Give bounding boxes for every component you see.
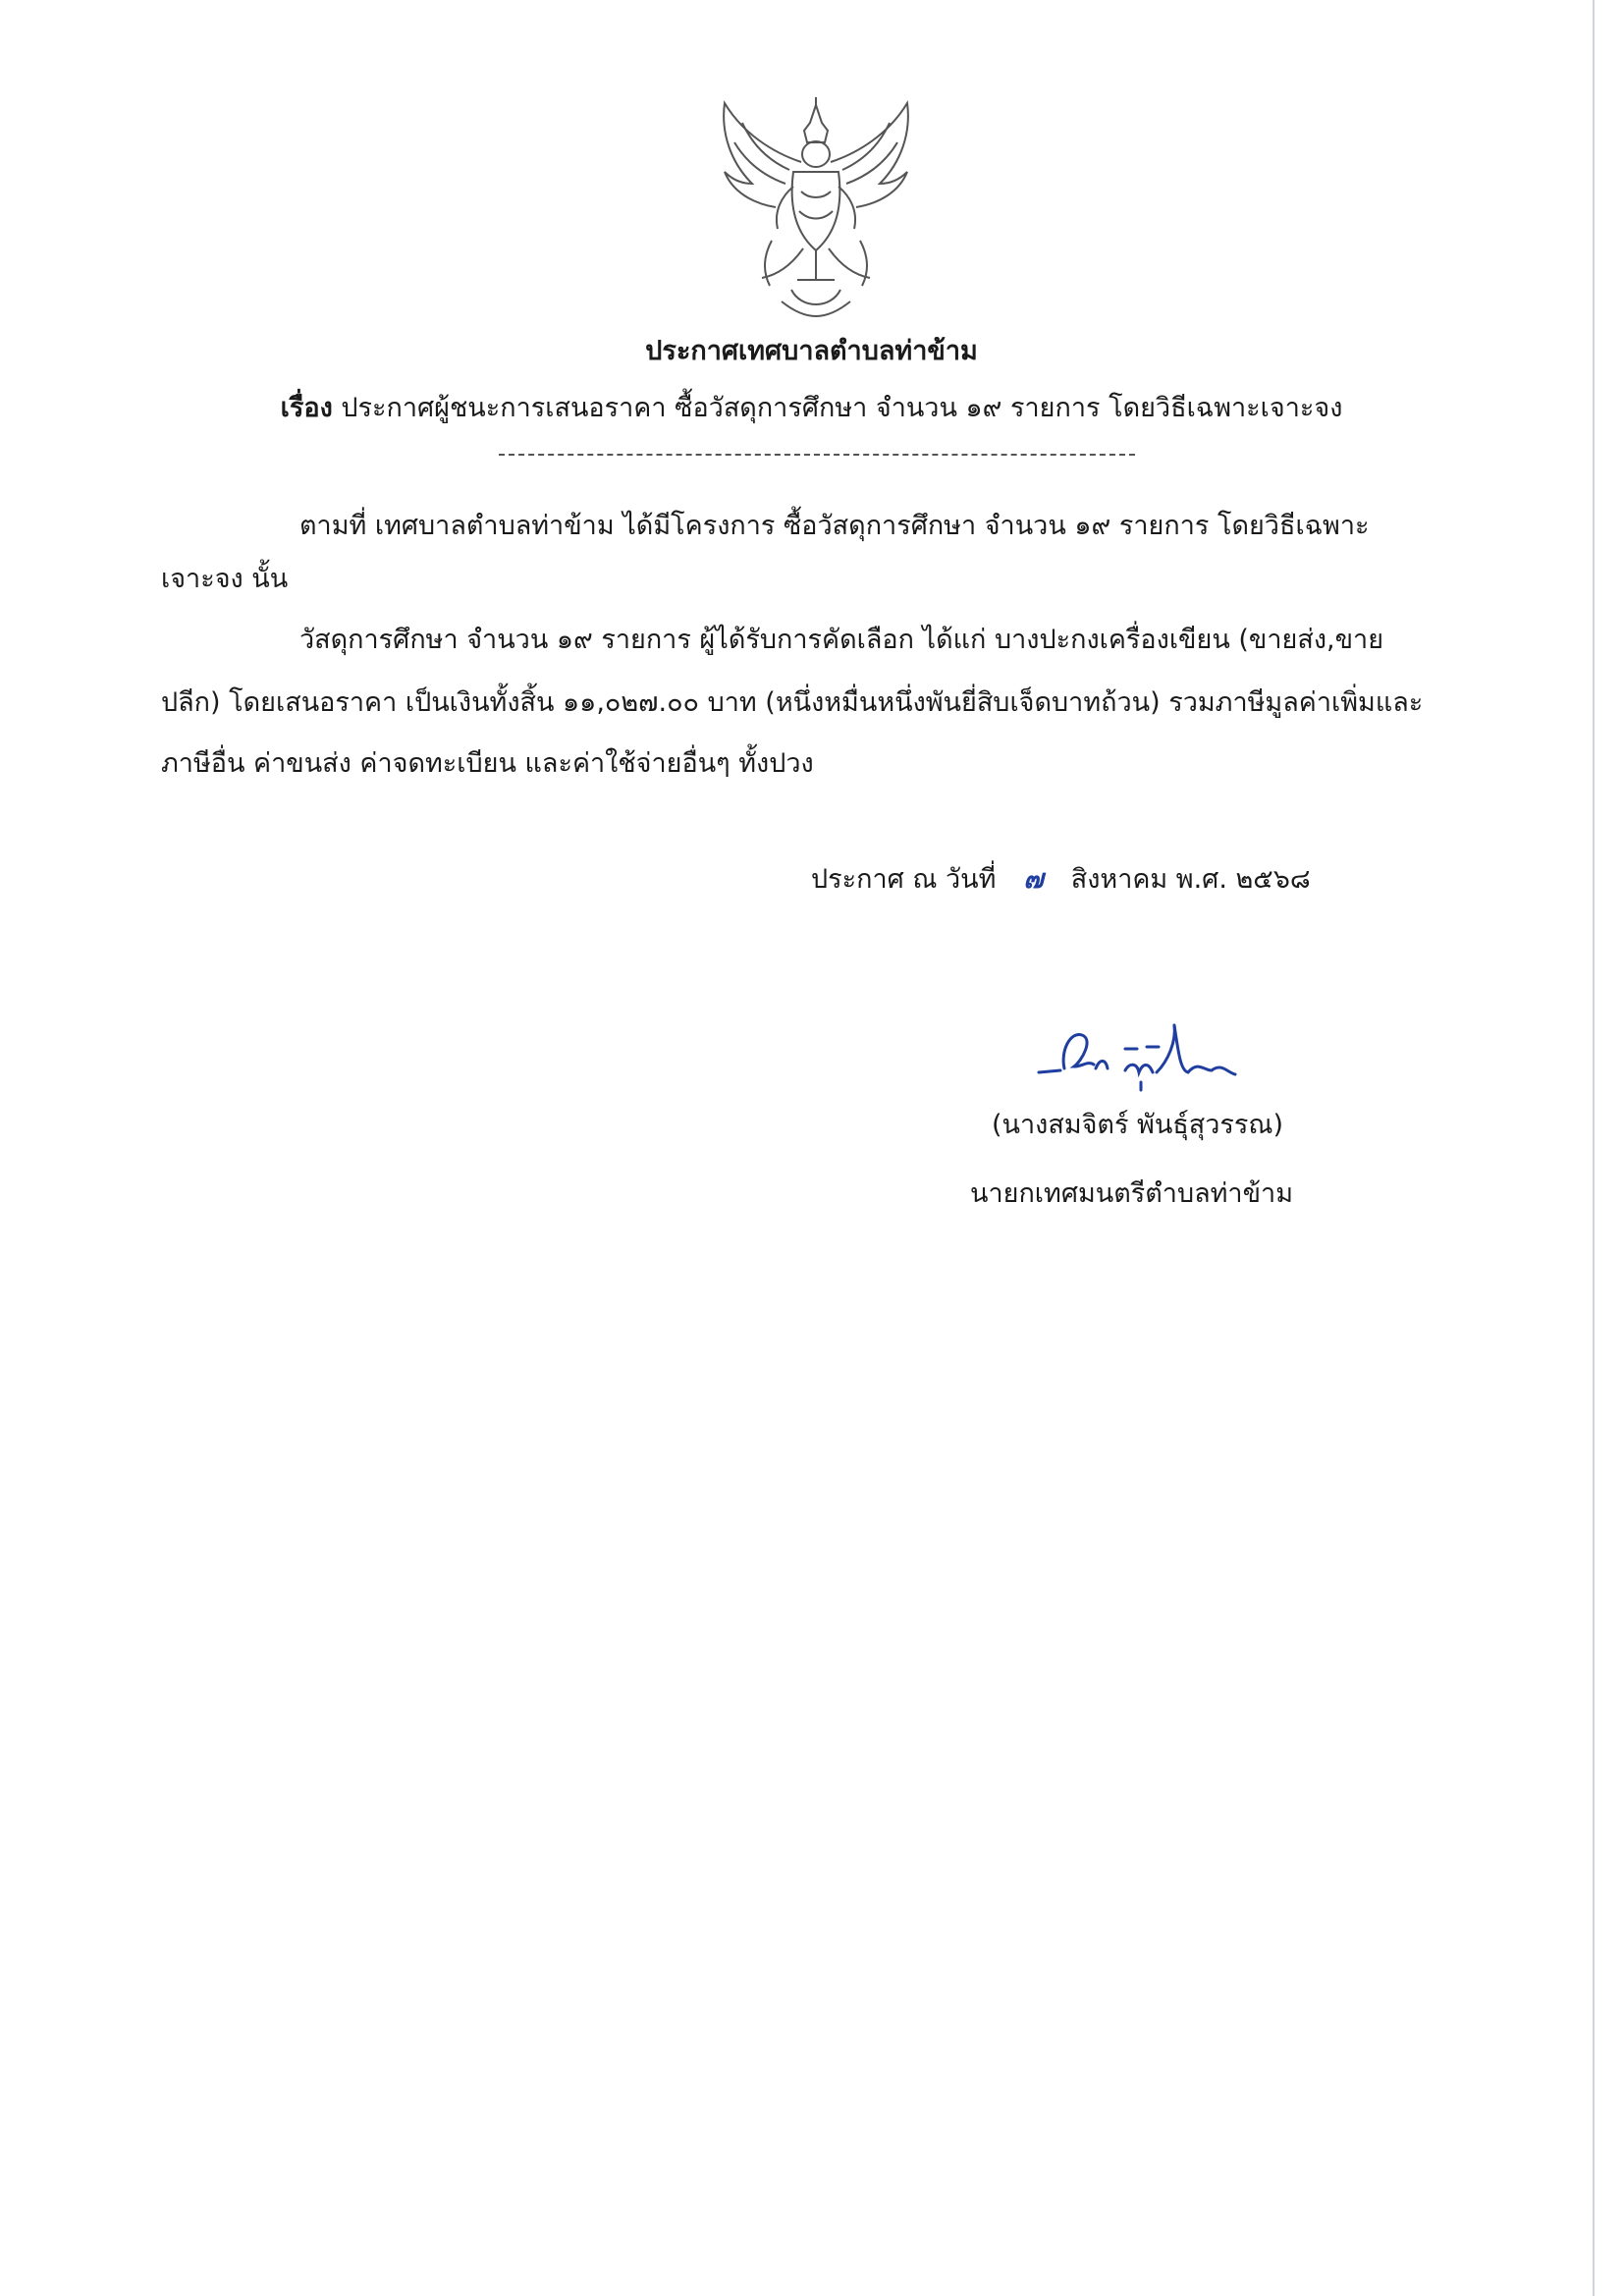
date-day-handwritten: ๗ [1023,864,1044,895]
date-line [811,862,1311,898]
signature-image [1031,1011,1267,1100]
paragraph1-line1: ตามที่ เทศบาลตำบลท่าข้าม ได้มีโครงการ ซื้อวัสดุการศึกษา จำนวน ๑๙ รายการ โดยวิธีเฉพาะ [299,511,1370,541]
signatory-name: (นางสมจิตร์ พันธุ์สุวรรณ) [992,1110,1284,1140]
subject-label: เรื่อง [280,393,333,423]
paragraph2-line3: ภาษีอื่น ค่าขนส่ง ค่าจดทะเบียน และค่าใช้จ่ายอื่นๆ ทั้งปวง [161,748,814,779]
signatory-position: นายกเทศมนตรีตำบลท่าข้าม [970,1178,1293,1209]
garuda-emblem-icon [713,93,919,324]
paragraph1-line2: เจาะจง นั้น [161,564,289,594]
subject-text: ประกาศผู้ชนะการเสนอราคา ซื้อวัสดุการศึกษา จำนวน ๑๙ รายการ โดยวิธีเฉพาะเจาะจง [341,393,1343,423]
announcement-title: ประกาศเทศบาลตำบลท่าข้าม [645,336,978,366]
separator-line [499,454,1135,456]
paragraph2-line2: ปลีก) โดยเสนอราคา เป็นเงินทั้งสิ้น ๑๑,๐๒๗.๐๐ บาท (หนึ่งหมื่นหนึ่งพันยี่สิบเจ็ดบาทถ้วน) รวมภาษีมูลค่าเพิ่มและ [161,687,1424,718]
date-month-year: สิงหาคม พ.ศ. ๒๕๖๘ [1070,864,1311,895]
paragraph2-line1: วัสดุการศึกษา จำนวน ๑๙ รายการ ผู้ได้รับการคัดเลือก ได้แก่ บางปะกงเครื่องเขียน (ขายส่ง,ขาย [299,625,1384,655]
date-prefix: ประกาศ ณ วันที่ [811,864,997,895]
announcement-subject [0,391,1623,426]
